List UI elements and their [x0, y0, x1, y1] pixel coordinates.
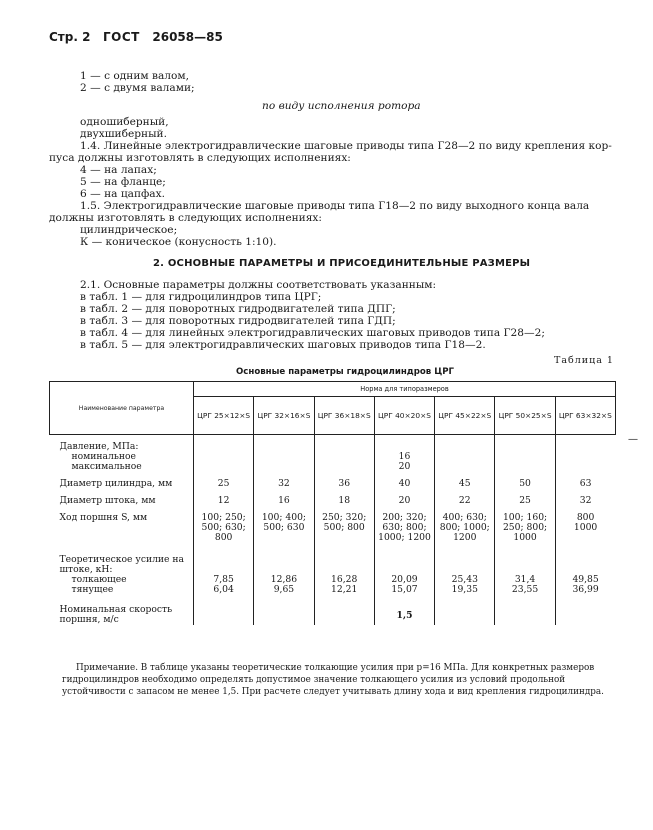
- table-cell: 63: [555, 479, 615, 489]
- table-cell: 250; 320; 500; 800: [314, 513, 374, 543]
- col-header: ЦРГ 50×25×S: [495, 397, 555, 435]
- p15-line-1: 1.5. Электрогидравлические шаговые приводы типа Г18—2 по виду выходного конца вала: [80, 200, 590, 212]
- margin-mark: —: [628, 434, 638, 445]
- cyl-diam-label: Диаметр цилиндра, мм: [59, 478, 173, 489]
- p21-item-2: в табл. 2 — для поворотных гидродвигателей типа ДПГ;: [80, 303, 396, 315]
- table-cell: 12,86 9,65: [254, 555, 314, 595]
- table-row: [50, 555, 616, 595]
- rod-diam-label: Диаметр штока, мм: [59, 495, 156, 506]
- p14-item-1: 4 — на лапах;: [80, 164, 157, 176]
- rotor-item-2: двухшиберный.: [80, 128, 167, 140]
- table-cell: 50: [495, 479, 555, 489]
- p21-item-5: в табл. 5 — для электрогидравлических шаговых приводов типа Г18—2.: [80, 339, 486, 351]
- table-cell: 36: [314, 479, 374, 489]
- p21-item-3: в табл. 3 — для поворотных гидродвигателей типа ГДП;: [80, 315, 396, 327]
- table-cell: 40: [374, 479, 434, 489]
- norm-header: Норма для типоразмеров: [194, 382, 616, 397]
- table-cell: 100; 160; 250; 800; 1000: [495, 513, 555, 543]
- stroke-label: Ход поршня S, мм: [59, 512, 148, 523]
- table-cell: 25: [194, 479, 254, 489]
- p21-intro: 2.1. Основные параметры должны соответствовать указанным:: [80, 279, 437, 291]
- table-cell: 22: [435, 496, 495, 506]
- table-row: [50, 605, 616, 625]
- table-cell: 16: [254, 496, 314, 506]
- force-label: Теоретическое усилие на штоке, кН: толкающее тянущее: [59, 554, 185, 595]
- shaft-option-1: 1 — с одним валом,: [80, 70, 189, 82]
- table-cell: 20: [374, 496, 434, 506]
- p21-item-4: в табл. 4 — для линейных электрогидравлических шаговых приводов типа Г28—2;: [80, 327, 545, 339]
- page-header: [49, 30, 223, 44]
- table-cell: 18: [314, 496, 374, 506]
- table-cell: 16,28 12,21: [314, 555, 374, 595]
- table-label: Таблица 1: [554, 355, 614, 366]
- p21-item-1: в табл. 1 — для гидроцилиндров типа ЦРГ;: [80, 291, 322, 303]
- p14-item-3: 6 — на цапфах.: [80, 188, 165, 200]
- table-cell: 25: [495, 496, 555, 506]
- table-cell: 25,43 19,35: [435, 555, 495, 595]
- col-header: ЦРГ 40×20×S: [374, 397, 434, 435]
- table-row: [50, 513, 616, 543]
- table-cell: 32: [555, 496, 615, 506]
- p15-item-2: К — коническое (конусность 1:10).: [80, 236, 277, 248]
- col-header: ЦРГ 25×12×S: [194, 397, 254, 435]
- table-row: [50, 442, 616, 472]
- table-cell: 20,09 15,07: [374, 555, 434, 595]
- speed-label: Номинальная скорость поршня, м/с: [59, 604, 173, 625]
- table-cell: 12: [194, 496, 254, 506]
- table-note: Примечание. В таблице указаны теоретические толкающие усилия при p=16 МПа. Для конкретных размеров гидроцилиндров необходимо определять допустимое значение толкающего усилия из условий продольной устойчивости с запасом не менее 1,5. При расчете следует учитывать длину хода и вид крепления гидроцилиндра.: [62, 663, 604, 697]
- table-row: [50, 479, 616, 489]
- col-header: ЦРГ 45×22×S: [435, 397, 495, 435]
- table-cell: 7,85 6,04: [194, 555, 254, 595]
- table-cell: 100; 250; 500; 630; 800: [194, 513, 254, 543]
- p15-line-2: должны изготовлять в следующих исполнениях:: [49, 212, 322, 224]
- speed-value: 1,5: [374, 605, 434, 625]
- table-cell: 800 1000: [555, 513, 615, 543]
- p15-item-1: цилиндрическое;: [80, 224, 178, 236]
- col-header: ЦРГ 32×16×S: [254, 397, 314, 435]
- pressure-label: Давление, МПа: номинальное максимальное: [59, 441, 142, 472]
- rotor-item-1: одношиберный,: [80, 116, 169, 128]
- table-cell: 49,85 36,99: [555, 555, 615, 595]
- name-header: Наименование параметра: [50, 382, 194, 435]
- page-number: Стр. 2: [49, 30, 91, 44]
- section-2-title: 2. ОСНОВНЫЕ ПАРАМЕТРЫ И ПРИСОЕДИНИТЕЛЬНЫЕ РАЗМЕРЫ: [153, 258, 531, 269]
- col-header: ЦРГ 63×32×S: [555, 397, 615, 435]
- p14-line-1: 1.4. Линейные электрогидравлические шаговые приводы типа Г28—2 по виду крепления кор-: [80, 140, 612, 152]
- standard-label: ГОСТ: [102, 30, 140, 44]
- table-cell: 31,4 23,55: [495, 555, 555, 595]
- standard-number: 26058—85: [152, 30, 223, 44]
- col-header: ЦРГ 36×18×S: [314, 397, 374, 435]
- rotor-heading: по виду исполнения ротора: [262, 100, 421, 112]
- p14-line-2: пуса должны изготовлять в следующих исполнениях:: [49, 152, 351, 164]
- table-row: [50, 496, 616, 506]
- shaft-option-2: 2 — с двумя валами;: [80, 82, 195, 94]
- p14-item-2: 5 — на фланце;: [80, 176, 166, 188]
- table-cell: 32: [254, 479, 314, 489]
- table-title: Основные параметры гидроцилиндров ЦРГ: [236, 367, 454, 377]
- table-cell: 400; 630; 800; 1000; 1200: [435, 513, 495, 543]
- pressure-values: 16 20: [374, 442, 434, 472]
- parameters-table: [49, 381, 616, 625]
- table-cell: 200; 320; 630; 800; 1000; 1200: [374, 513, 434, 543]
- table-cell: 100; 400; 500; 630: [254, 513, 314, 543]
- table-cell: 45: [435, 479, 495, 489]
